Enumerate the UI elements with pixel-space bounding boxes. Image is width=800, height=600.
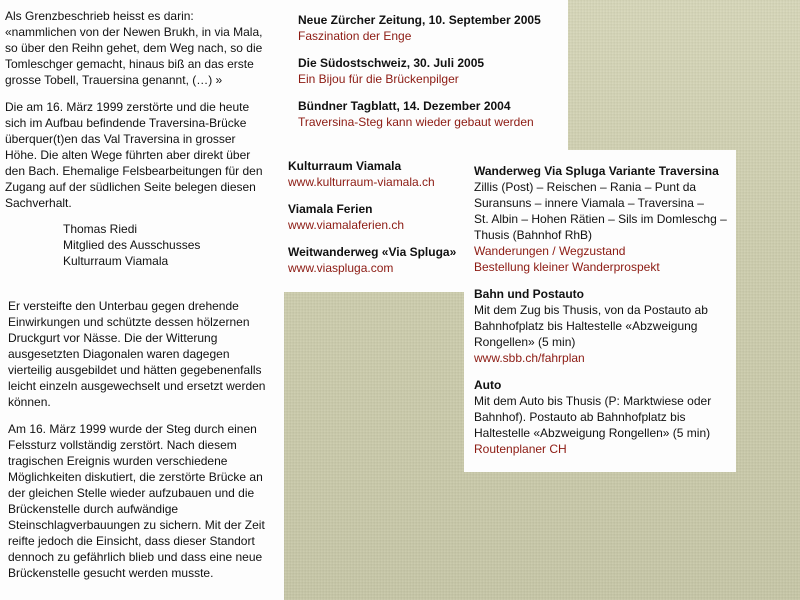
links-panel bbox=[284, 150, 464, 292]
prospekt-order-link[interactable]: Bestellung kleiner Wanderprospekt bbox=[474, 260, 660, 274]
text-line: vierteilig ausgebildet und hätten gegebenenfalls bbox=[8, 363, 262, 377]
author-name: Thomas Riedi bbox=[63, 222, 138, 236]
text-line: Mit dem Auto bis Thusis (P: Marktwiese oder bbox=[474, 394, 712, 408]
author-role: Mitglied des Ausschusses bbox=[63, 238, 201, 252]
intro-panel bbox=[0, 0, 284, 292]
text-line: Rongellen» (5 min) bbox=[474, 335, 576, 349]
press-source: Bündner Tagblatt, 14. Dezember 2004 bbox=[298, 99, 511, 113]
bahn-section bbox=[474, 286, 732, 366]
text-line: Felssturz vollständig zerstört. Nach diesem bbox=[8, 438, 237, 452]
text-line: ausgesetzten Diagonalen waren dagegen bbox=[8, 347, 230, 361]
text-line: Als Grenzbeschrieb heisst es darin: bbox=[5, 9, 194, 23]
auto-title: Auto bbox=[474, 378, 502, 392]
text-line: Mit dem Zug bis Thusis, von da Postauto ab bbox=[474, 303, 708, 317]
text-line: Thusis (Bahnhof RhB) bbox=[474, 228, 593, 242]
text-line: überquer(t)en das Val Traversina in grosser bbox=[5, 132, 236, 146]
history-paragraph-1 bbox=[8, 298, 280, 410]
wanderweg-section bbox=[474, 163, 732, 275]
press-item bbox=[298, 55, 564, 87]
link-title: Weitwanderweg «Via Spluga» bbox=[288, 245, 457, 259]
press-article-link[interactable]: Faszination der Enge bbox=[298, 29, 412, 43]
text-line: Zugang auf der südlichen Seite belegen diesen bbox=[5, 180, 256, 194]
text-line: Die am 16. März 1999 zerstörte und die heute bbox=[5, 100, 250, 114]
author-organisation: Kulturraum Viamala bbox=[63, 254, 169, 268]
link-item bbox=[288, 201, 464, 233]
text-line: Zillis (Post) – Reischen – Rania – Punt da bbox=[474, 180, 697, 194]
text-line: sich im Aufbau befindende Traversina-Brücke bbox=[5, 116, 247, 130]
wanderweg-title: Wanderweg Via Spluga Variante Traversina bbox=[474, 164, 719, 178]
press-panel bbox=[284, 0, 568, 150]
text-line: tragischen Ereignis wurden verschiedene bbox=[8, 454, 228, 468]
text-line: Steinschlagverbauungen zu sichern. Mit der Zeit bbox=[8, 518, 265, 532]
travel-info-panel bbox=[464, 150, 736, 472]
text-line: St. Albin – Hohen Rätien – Sils im Domleschg – bbox=[474, 212, 727, 226]
text-line: Möglichkeiten diskutiert, die zerstörte Brücke an bbox=[8, 470, 263, 484]
text-line: so über den Reihn gehet, dem Weg nach, so die bbox=[5, 41, 263, 55]
text-line: Am 16. März 1999 wurde der Steg durch einen bbox=[8, 422, 257, 436]
text-line: «nammlichen von der Newen Brukh, in via Mala, bbox=[5, 25, 263, 39]
link-item bbox=[288, 244, 464, 276]
viamala-ferien-link[interactable]: www.viamalaferien.ch bbox=[288, 218, 405, 232]
kulturraum-viamala-link[interactable]: www.kulturraum-viamala.ch bbox=[288, 175, 435, 189]
history-paragraph-2 bbox=[8, 421, 280, 581]
link-item bbox=[288, 158, 464, 190]
intro-paragraph-2 bbox=[5, 99, 280, 211]
text-line: können. bbox=[8, 395, 51, 409]
text-line: leicht einzeln ausgewechselt und ersetzt werden bbox=[8, 379, 266, 393]
history-panel bbox=[0, 292, 284, 600]
text-line: der gleichen Stelle wieder aufzubauen und die bbox=[8, 486, 255, 500]
press-article-link[interactable]: Ein Bijou für die Brückenpilger bbox=[298, 72, 459, 86]
text-line: Tomleschger gemacht, hinaus biß an das erste bbox=[5, 57, 254, 71]
text-line: Brückenstelle durch aufwändige bbox=[8, 502, 179, 516]
press-source: Neue Zürcher Zeitung, 10. September 2005 bbox=[298, 13, 541, 27]
text-line: Druckgurt vor Nässe. Die der Witterung bbox=[8, 331, 218, 345]
text-line: Suransuns – innere Viamala – Traversina – bbox=[474, 196, 704, 210]
link-title: Kulturraum Viamala bbox=[288, 159, 402, 173]
text-line: Haltestelle «Abzweigung Rongellen» (5 min) bbox=[474, 426, 711, 440]
sbb-fahrplan-link[interactable]: www.sbb.ch/fahrplan bbox=[474, 351, 585, 365]
press-item bbox=[298, 98, 564, 130]
text-line: Brückenstelle gesucht werden musste. bbox=[8, 566, 214, 580]
intro-paragraph-1 bbox=[5, 8, 280, 88]
author-signature bbox=[63, 221, 280, 269]
auto-section bbox=[474, 377, 732, 457]
press-item bbox=[298, 12, 564, 44]
text-line: Höhe. Die alten Wege führten aber direkt über bbox=[5, 148, 251, 162]
press-source: Die Südostschweiz, 30. Juli 2005 bbox=[298, 56, 485, 70]
wanderungen-link[interactable]: Wanderungen / Wegzustand bbox=[474, 244, 626, 258]
viaspluga-link[interactable]: www.viaspluga.com bbox=[288, 261, 394, 275]
routenplaner-link[interactable]: Routenplaner CH bbox=[474, 442, 567, 456]
press-article-link[interactable]: Traversina-Steg kann wieder gebaut werden bbox=[298, 115, 534, 129]
text-line: Er versteifte den Unterbau gegen drehende bbox=[8, 299, 239, 313]
bahn-title: Bahn und Postauto bbox=[474, 287, 584, 301]
text-line: dennoch zu gefährlich blieb und dass eine neue bbox=[8, 550, 263, 564]
text-line: Einwirkungen und schützte dessen hölzernen bbox=[8, 315, 250, 329]
text-line: den Bach. Ehemalige Felsbearbeitungen für den bbox=[5, 164, 263, 178]
text-line: Bahnhof). Postauto ab Bahnhofplatz bis bbox=[474, 410, 686, 424]
link-title: Viamala Ferien bbox=[288, 202, 373, 216]
text-line: grosse Tobell, Trauersina genannt, (…) » bbox=[5, 73, 223, 87]
text-line: Sachverhalt. bbox=[5, 196, 72, 210]
text-line: reifte jedoch die Einsicht, dass dieser Standort bbox=[8, 534, 255, 548]
text-line: Bahnhofplatz bis Haltestelle «Abzweigung bbox=[474, 319, 698, 333]
